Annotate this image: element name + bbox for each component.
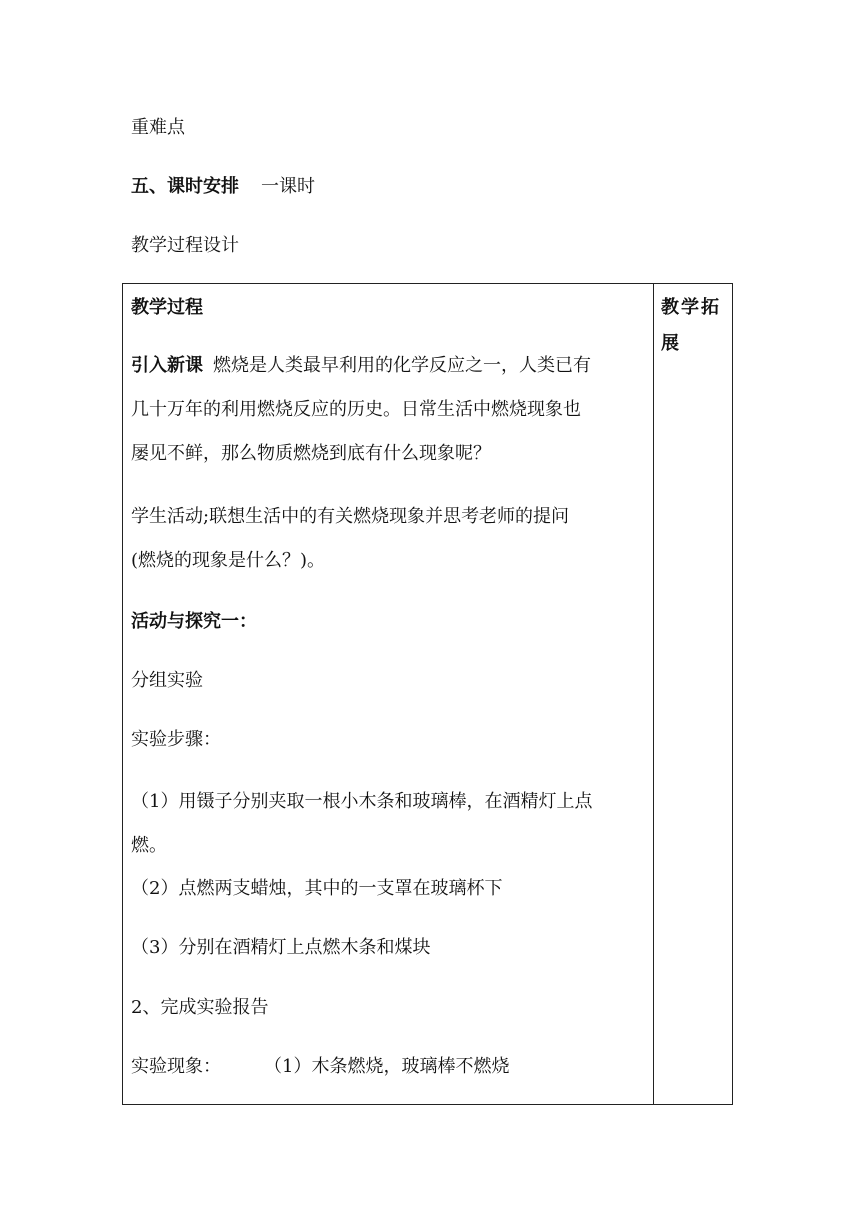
step1-line-2: 燃。 bbox=[131, 835, 167, 856]
intro-line-1 bbox=[131, 354, 591, 378]
student-activity-line-2: (燃烧的现象是什么？)。 bbox=[131, 550, 326, 571]
intro-text-1: 燃烧是人类最早利用的化学反应之一，人类已有 bbox=[213, 355, 591, 376]
intro-label: 引入新课 bbox=[131, 355, 203, 376]
col-main-header: 教学过程 bbox=[131, 297, 203, 318]
schedule-title: 五、课时安排 bbox=[131, 176, 239, 197]
intro-line-3: 屡见不鲜，那么物质燃烧到底有什么现象呢？ bbox=[131, 443, 491, 464]
column-divider bbox=[653, 284, 654, 1104]
group-experiment: 分组实验 bbox=[131, 670, 203, 691]
col-side-header: 教学拓展 bbox=[661, 297, 721, 354]
steps-label: 实验步骤： bbox=[131, 729, 221, 750]
phenomena-line bbox=[131, 1055, 509, 1079]
student-activity-line-1: 学生活动;联想生活中的有关燃烧现象并思考老师的提问 bbox=[131, 506, 570, 527]
lesson-table bbox=[122, 283, 733, 1105]
phenomena-1: （1）木条燃烧，玻璃棒不燃烧 bbox=[273, 1056, 510, 1077]
difficulty-label: 重难点 bbox=[131, 117, 185, 138]
step1-line-1: （1）用镊子分别夹取一根小木条和玻璃棒，在酒精灯上点 bbox=[131, 791, 593, 812]
schedule-line bbox=[131, 175, 315, 199]
schedule-value: 一课时 bbox=[261, 176, 315, 197]
step2: （2）点燃两支蜡烛，其中的一支罩在玻璃杯下 bbox=[131, 878, 503, 899]
design-title: 教学过程设计 bbox=[131, 235, 239, 256]
intro-line-2: 几十万年的利用燃烧反应的历史。日常生活中燃烧现象也 bbox=[131, 399, 581, 420]
report-heading: 2、完成实验报告 bbox=[131, 997, 269, 1018]
phenomena-label: 实验现象： bbox=[131, 1056, 221, 1077]
activity-title: 活动与探究一： bbox=[131, 611, 257, 632]
step3: （3）分别在酒精灯上点燃木条和煤块 bbox=[131, 937, 431, 958]
